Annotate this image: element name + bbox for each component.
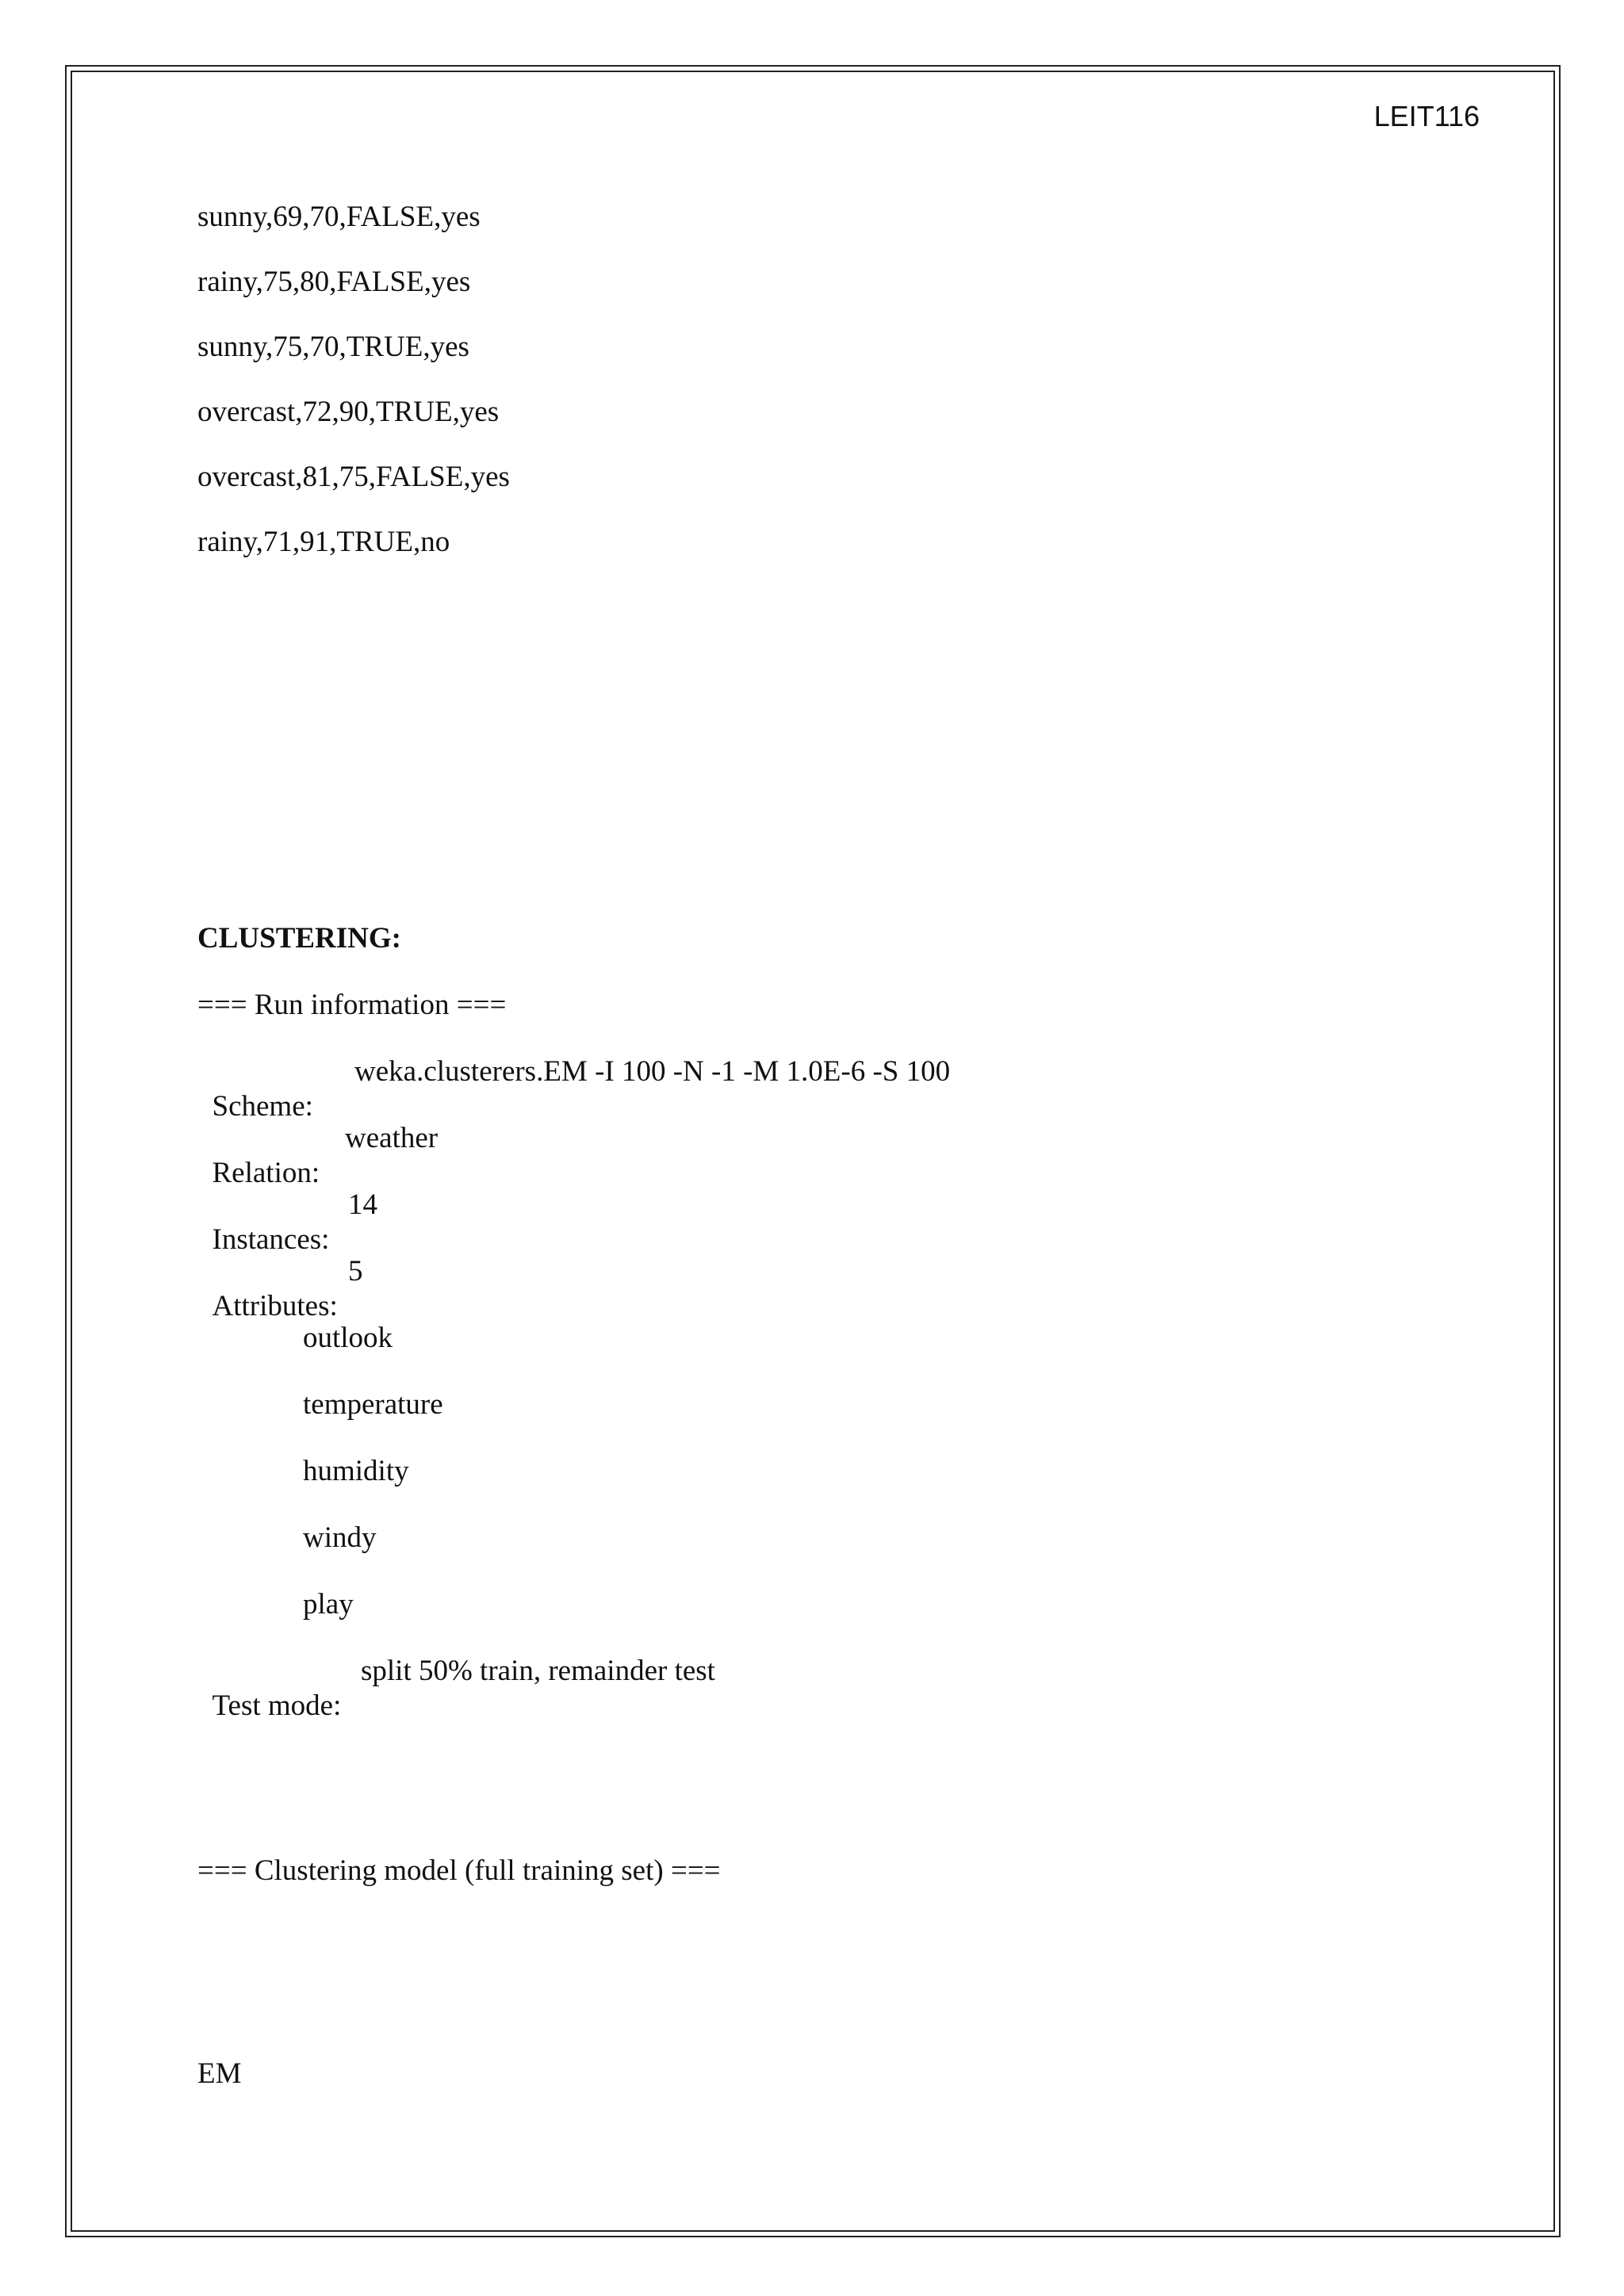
attribute-item: play (303, 1588, 354, 1621)
attribute-item: temperature (303, 1388, 443, 1421)
data-row: overcast,81,75,FALSE,yes (197, 461, 510, 493)
document-code: LEIT116 (1373, 100, 1480, 132)
data-row: rainy,71,91,TRUE,no (197, 526, 450, 558)
scheme-label: Scheme: (212, 1090, 313, 1123)
relation-label: Relation: (212, 1157, 320, 1189)
data-row: overcast,72,90,TRUE,yes (197, 396, 500, 428)
attribute-item: windy (303, 1521, 377, 1554)
attributes-value: 5 (348, 1255, 363, 1288)
clustering-model-title: === Clustering model (full training set) === (197, 1854, 721, 1887)
relation-value: weather (345, 1122, 439, 1154)
attribute-item: outlook (303, 1322, 393, 1354)
scheme-value: weka.clusterers.EM -I 100 -N -1 -M 1.0E-6 -S 100 (354, 1055, 951, 1088)
run-info-title: === Run information === (197, 989, 507, 1021)
instances-value: 14 (348, 1188, 377, 1221)
data-row: sunny,75,70,TRUE,yes (197, 331, 469, 363)
data-row: sunny,69,70,FALSE,yes (197, 201, 481, 233)
test-mode-value: split 50% train, remainder test (361, 1655, 715, 1687)
algorithm-name: EM (197, 2057, 242, 2090)
section-heading: CLUSTERING: (197, 922, 401, 955)
test-mode-label: Test mode: (212, 1689, 342, 1722)
data-row: rainy,75,80,FALSE,yes (197, 266, 471, 298)
attribute-item: humidity (303, 1455, 409, 1487)
test-mode-row (197, 1654, 715, 1758)
attributes-label: Attributes: (212, 1290, 338, 1322)
instances-label: Instances: (212, 1223, 330, 1256)
